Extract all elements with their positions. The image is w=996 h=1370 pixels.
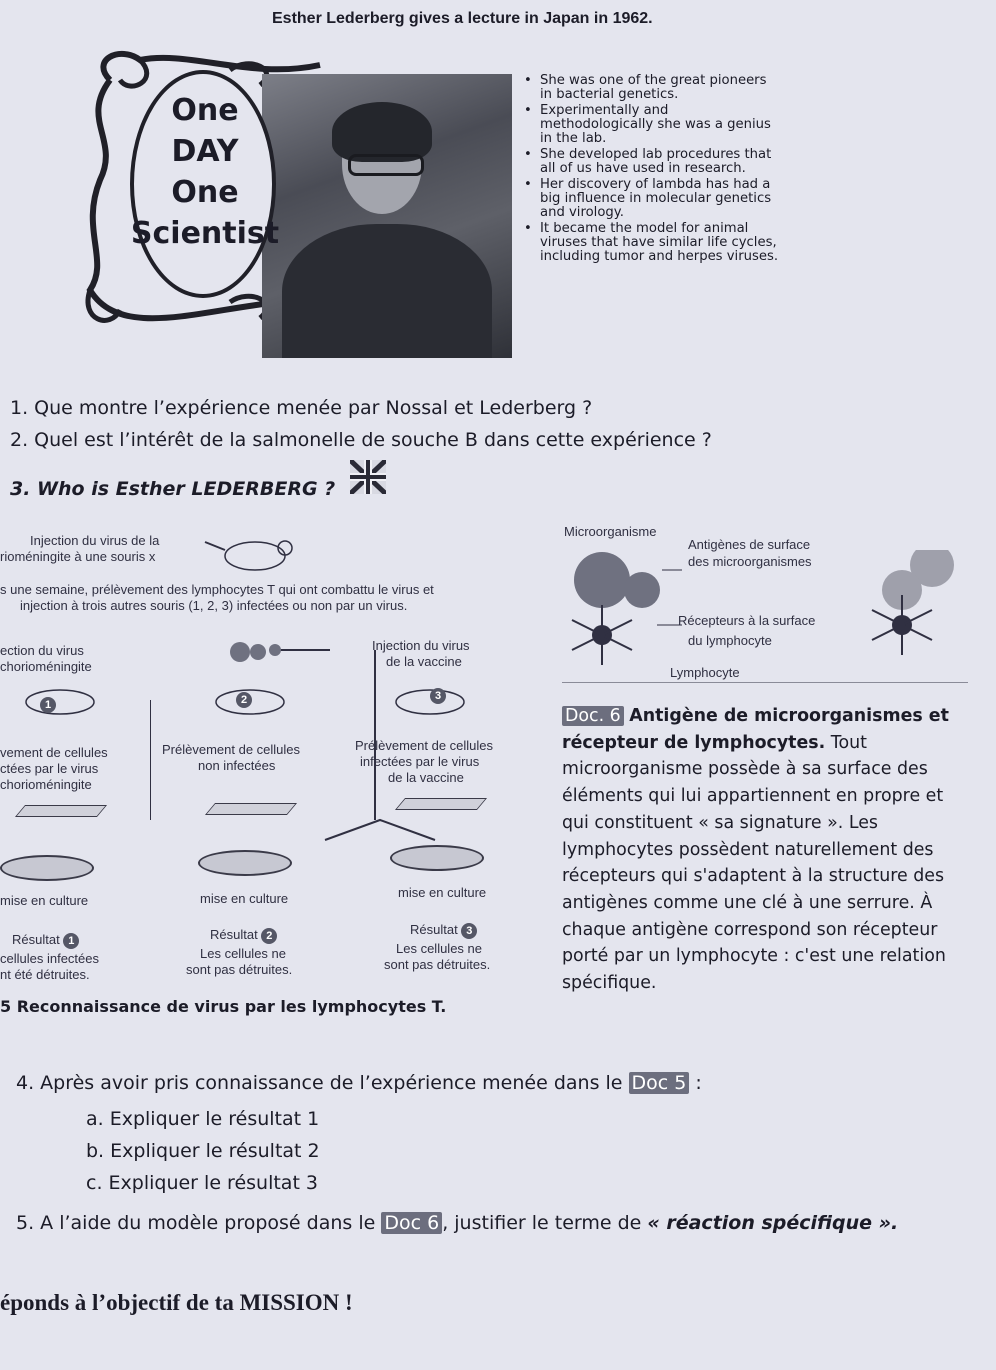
doc5-intro-line-2: rioméningite à une souris x — [0, 549, 156, 564]
microorganism-label: Microorganisme — [564, 524, 657, 539]
question-4a: a. Expliquer le résultat 1 — [86, 1108, 320, 1130]
receptor-label-2: du lymphocyte — [688, 633, 772, 648]
question-1: 1. Que montre l’expérience menée par Nossal et Lederberg ? — [10, 397, 593, 419]
mission-line: éponds à l’objectif de ta MISSION ! — [0, 1290, 353, 1315]
mouse-1-icon — [10, 680, 110, 720]
doc5-intro-line-1: Injection du virus de la — [30, 533, 160, 548]
right-injection-label: Injection du virus — [372, 638, 470, 653]
result-1-line-2: nt été détruites. — [0, 967, 90, 982]
col3-label: Prélèvement de cellules — [355, 738, 494, 753]
bullet-list — [520, 74, 780, 266]
question-5: 5. A l’aide du modèle proposé dans le Doc 6 , justifier le terme de « réaction spécifique ». — [16, 1212, 899, 1234]
cell-sample-3 — [395, 798, 487, 810]
question-4: 4. Après avoir pris connaissance de l’expérience menée dans le Doc 5 : — [16, 1072, 702, 1094]
result-3-line-2: sont pas détruites. — [384, 957, 491, 972]
list-item: • She was one of the great pioneers in bacterial genetics. — [520, 74, 780, 102]
lymphocyte-label: Lymphocyte — [670, 665, 740, 680]
doc6-text — [562, 703, 972, 997]
result-2-title: Résultat 2 — [210, 927, 277, 944]
result-1-line-1: cellules infectées — [0, 951, 99, 966]
uk-flag-icon — [350, 460, 386, 494]
result-1-title: Résultat 1 — [12, 932, 79, 949]
doc5-intro-line-3: s une semaine, prélèvement des lymphocytes T qui ont combattu le virus et — [0, 582, 434, 597]
culture-dish-2 — [198, 850, 292, 876]
result-3-line-1: Les cellules ne — [396, 941, 482, 956]
result-2-line-1: Les cellules ne — [200, 946, 286, 961]
cell-sample-1 — [15, 805, 107, 817]
doc6-diagram — [562, 520, 968, 683]
doc5-caption: 5 Reconnaissance de virus par les lymphocytes T. — [0, 997, 447, 1016]
doc5-badge: Doc 5 — [629, 1072, 690, 1094]
list-item: • She developed lab procedures that all of us have used in research. — [520, 148, 780, 176]
receptor-label: Récepteurs à la surface — [678, 613, 816, 628]
doc6-title: Antigène de microorganismes et récepteur de lymphocytes. — [562, 706, 949, 753]
question-3: 3. Who is Esther LEDERBERG ? — [10, 478, 336, 500]
col2-label: Prélèvement de cellules — [162, 742, 301, 757]
col3-label-2: infectées par le virus — [360, 754, 480, 769]
result-2-line-2: sont pas détruites. — [186, 962, 293, 977]
doc5-intro-line-4: injection à trois autres souris (1, 2, 3) infectées ou non par un virus. — [20, 598, 408, 613]
doc6-body: Tout microorganisme possède à sa surface des éléments qui lui appartiennent en propre et qui constituent « sa signature ». Les lymphocytes possèdent naturellement des récepteurs qui s'adaptent à la structure des antigènes comme une clé à une serrure. À chaque antigène correspond son récepteur porté par un lymphocyte : c'est une relation spécifique. — [562, 732, 946, 994]
doc6-badge: Doc. 6 — [562, 706, 624, 726]
right-injection-label-2: de la vaccine — [386, 654, 462, 669]
col1-label-3: chorioméningite — [0, 777, 92, 792]
list-item: • Experimentally and methodologically she was a genius in the lab. — [520, 104, 780, 146]
list-item: • Her discovery of lambda has had a big influence in molecular genetics and virology. — [520, 178, 780, 220]
culture-label-3: mise en culture — [398, 885, 487, 900]
antigen-receptor-illustration — [562, 550, 968, 680]
culture-dish-1 — [0, 855, 94, 881]
question-4c: c. Expliquer le résultat 3 — [86, 1172, 319, 1194]
antigen-label-2: des microorganismes — [688, 554, 812, 569]
page-title: Esther Lederberg gives a lecture in Japan in 1962. — [272, 10, 653, 27]
culture-label-1: mise en culture — [0, 893, 89, 908]
mouse-x-icon — [200, 532, 310, 576]
col2-label-2: non infectées — [198, 758, 276, 773]
result-3-title: Résultat 3 — [410, 922, 477, 939]
culture-label-2: mise en culture — [200, 891, 289, 906]
doc6-badge-ref: Doc 6 — [381, 1212, 442, 1234]
mouse-1-number: 1 — [40, 697, 56, 713]
cell-sample-2 — [205, 803, 297, 815]
col1-label-2: ctées par le virus — [0, 761, 99, 776]
culture-dish-3 — [390, 845, 484, 871]
question-4b: b. Expliquer le résultat 2 — [86, 1140, 320, 1162]
question-2: 2. Quel est l’intérêt de la salmonelle de souche B dans cette expérience ? — [10, 429, 712, 451]
mouse-3-icon — [380, 680, 480, 720]
left-injection-label: ection du virus — [0, 643, 84, 658]
lecture-photo — [262, 74, 512, 358]
one-day-one-scientist-logo: One DAY One Scientist — [130, 93, 280, 251]
list-item: • It became the model for animal viruses that have similar life cycles, including tumor and herpes viruses. — [520, 222, 780, 264]
mouse-2-number: 2 — [236, 692, 252, 708]
left-injection-label-2: chorioméningite — [0, 659, 92, 674]
antigen-label: Antigènes de surface — [688, 537, 811, 552]
col1-label: vement de cellules — [0, 745, 108, 760]
mouse-3-number: 3 — [430, 688, 446, 704]
col3-label-3: de la vaccine — [388, 770, 464, 785]
